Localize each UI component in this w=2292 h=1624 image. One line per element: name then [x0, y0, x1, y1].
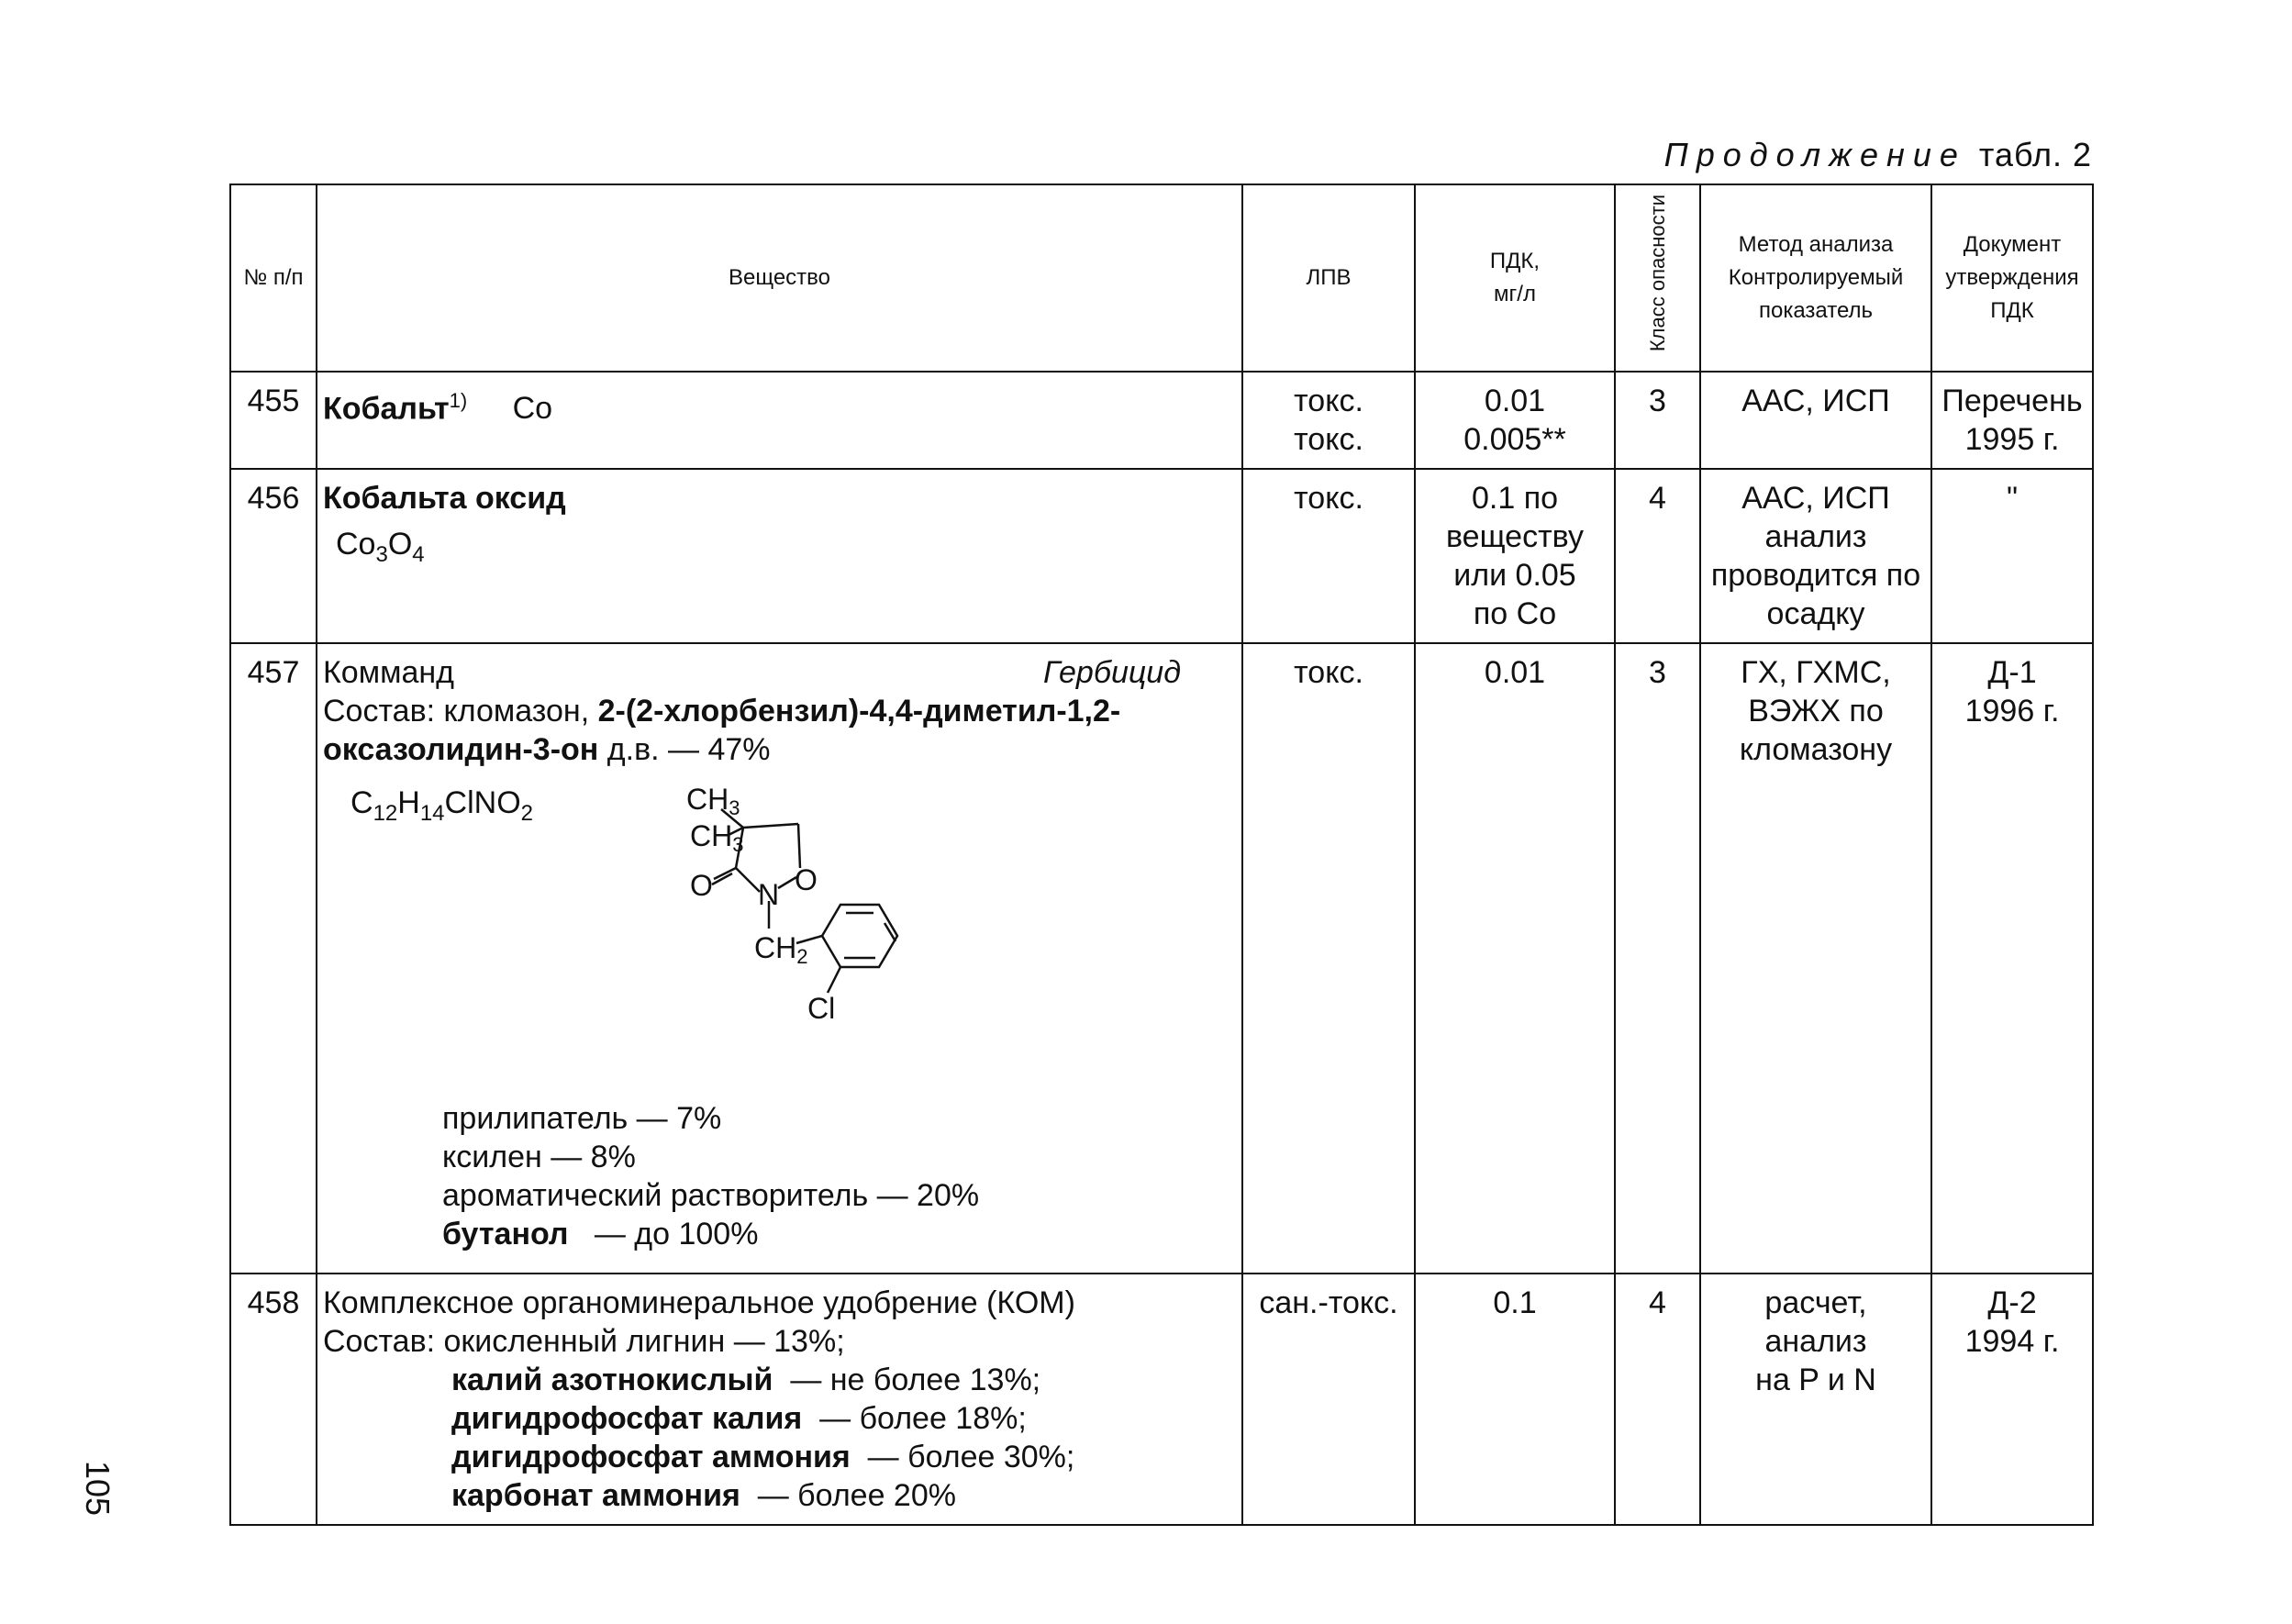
substance-cell	[317, 643, 1242, 1274]
caption-table-ref: табл. 2	[1978, 136, 2092, 173]
lpv-cell: токс.	[1242, 469, 1415, 643]
substance-name: Кобальта оксид	[323, 481, 566, 517]
chemical-formula: Co	[512, 391, 553, 427]
composition-line: Состав: окисленный лигнин — 13%;	[323, 1324, 845, 1360]
substance-name: Комманд	[323, 655, 454, 691]
header-row	[230, 184, 2093, 372]
document-cell: "	[1931, 469, 2093, 643]
list-item: карбонат аммония — более 20%	[451, 1478, 956, 1514]
header-hazard-class: Класс опасности	[1615, 184, 1700, 372]
list-item: дигидрофосфат калия — более 18%;	[451, 1401, 1027, 1437]
hazard-cell: 3	[1615, 643, 1700, 1274]
list-item: ксилен — 8%	[442, 1140, 636, 1175]
table-row	[230, 372, 2093, 469]
substance-name: Комплексное органоминеральное удобрение (КОМ)	[323, 1285, 1075, 1321]
lpv-cell: сан.-токс.	[1242, 1274, 1415, 1525]
table-row	[230, 643, 2093, 1274]
page-number: 105	[79, 1461, 117, 1517]
method-cell: ААС, ИСП анализ проводится по осадку	[1700, 469, 1931, 643]
label-ch3-top: CH3	[686, 784, 740, 820]
header-num: № п/п	[230, 184, 317, 372]
header-method: Метод анализа Контролируемый показатель	[1700, 184, 1931, 372]
table-row	[230, 1274, 2093, 1525]
pdk-cell: 0.1	[1415, 1274, 1615, 1525]
label-o-ring: O	[795, 863, 818, 897]
document-cell: Перечень 1995 г.	[1931, 372, 2093, 469]
footnote-marker: 1)	[449, 389, 468, 413]
lpv-cell: токс. токс.	[1242, 372, 1415, 469]
pdk-cell: 0.1 по веществу или 0.05 по Co	[1415, 469, 1615, 643]
label-o-carbonyl: O	[690, 869, 713, 903]
row-num: 455	[230, 372, 317, 469]
substance-cell	[317, 469, 1242, 643]
list-item: ароматический растворитель — 20%	[442, 1178, 980, 1214]
header-lpv: ЛПВ	[1242, 184, 1415, 372]
table-caption	[1664, 136, 2092, 174]
list-item: дигидрофосфат аммония — более 30%;	[451, 1440, 1075, 1475]
label-n: N	[758, 878, 780, 912]
row-num: 456	[230, 469, 317, 643]
hazard-cell: 4	[1615, 469, 1700, 643]
header-pdk: ПДК, мг/л	[1415, 184, 1615, 372]
pdk-cell: 0.01 0.005**	[1415, 372, 1615, 469]
chemical-formula: $Co_3O_4$	[336, 527, 425, 567]
list-item: прилипатель — 7%	[442, 1101, 722, 1137]
substance-cell	[317, 1274, 1242, 1525]
hazard-cell: 3	[1615, 372, 1700, 469]
substance-name: Кобальт	[323, 391, 450, 427]
label-ch3-left: CH3	[690, 819, 744, 857]
structural-formula	[653, 784, 1020, 1059]
method-cell: ГХ, ГХМС, ВЭЖХ по кломазону	[1700, 643, 1931, 1274]
document-cell: Д-1 1996 г.	[1931, 643, 2093, 1274]
list-item: бутанол — до 100%	[442, 1217, 759, 1252]
header-document: Документ утверждения ПДК	[1931, 184, 2093, 372]
substance-category: Гербицид	[1043, 655, 1181, 691]
method-cell: расчет, анализ на P и N	[1700, 1274, 1931, 1525]
hazard-cell: 4	[1615, 1274, 1700, 1525]
substance-cell	[317, 372, 1242, 469]
list-item: калий азотнокислый — не более 13%;	[451, 1363, 1041, 1398]
composition-line: Состав: кломазон, 2-(2-хлорбензил)-4,4-диметил-1,2-	[323, 694, 1121, 729]
row-num: 458	[230, 1274, 317, 1525]
method-cell: ААС, ИСП	[1700, 372, 1931, 469]
caption-continuation: Продолжение	[1663, 136, 1966, 173]
composition-line-2: оксазолидин-3-он д.в. — 47%	[323, 732, 771, 768]
substances-table	[229, 184, 2094, 1526]
component-list	[442, 1099, 1236, 1253]
pdk-cell: 0.01	[1415, 643, 1615, 1274]
label-cl: Cl	[807, 992, 836, 1026]
table-row	[230, 469, 2093, 643]
row-num: 457	[230, 643, 317, 1274]
label-ch2: CH2	[754, 931, 808, 969]
header-substance: Вещество	[317, 184, 1242, 372]
lpv-cell: токс.	[1242, 643, 1415, 1274]
document-cell: Д-2 1994 г.	[1931, 1274, 2093, 1525]
chemical-formula: $C_{12}H_{14}ClNO_2$	[350, 785, 533, 826]
